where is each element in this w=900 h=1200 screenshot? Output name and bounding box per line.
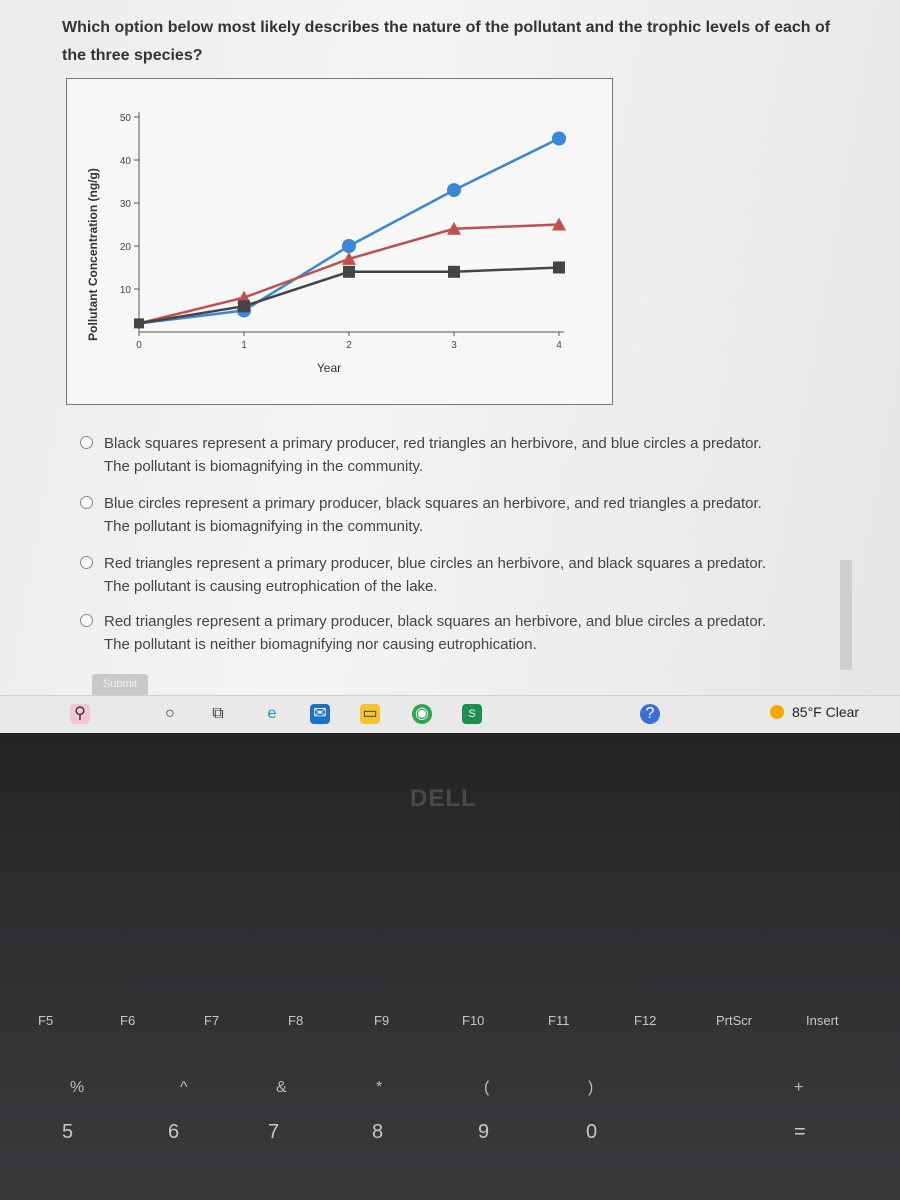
key-asterisk: *	[376, 1079, 383, 1096]
x-tick-label: 2	[346, 340, 352, 351]
sheets-icon[interactable]: S	[462, 704, 482, 724]
y-tick-label: 20	[119, 242, 131, 253]
key-prtscr: PrtScr	[716, 1013, 753, 1028]
key-percent: %	[70, 1079, 85, 1096]
y-tick-label: 40	[119, 156, 131, 167]
chrome-icon[interactable]: ◉	[412, 704, 432, 724]
edge-icon[interactable]: e	[267, 705, 277, 722]
taskbar	[0, 695, 900, 734]
key-5: 5	[62, 1121, 74, 1143]
task-view-icon[interactable]: ⧉	[212, 705, 224, 722]
key-f10: F10	[462, 1013, 485, 1028]
data-point-circle	[447, 183, 461, 197]
chart-svg	[67, 79, 612, 404]
scrollbar[interactable]	[840, 560, 852, 670]
x-tick-label: 1	[241, 340, 247, 351]
data-point-circle	[342, 239, 356, 253]
y-tick-label: 10	[119, 285, 131, 296]
radio-button[interactable]	[80, 496, 93, 509]
pollutant-chart	[66, 78, 613, 405]
option-text-line1: Red triangles represent a primary producer, black squares an herbivore, and blue circles a predator.	[104, 613, 767, 630]
key-f8: F8	[288, 1013, 304, 1028]
option-text-line1: Red triangles represent a primary producer, blue circles an herbivore, and black squares a predator.	[104, 555, 767, 572]
key-0: 0	[586, 1121, 598, 1143]
series-line-circle	[139, 139, 559, 324]
option-text-line1: Blue circles represent a primary producer, black squares an herbivore, and red triangles a predator.	[104, 495, 762, 512]
search-icon[interactable]: ○	[165, 705, 175, 722]
mail-icon[interactable]: ✉	[310, 704, 330, 724]
key-paren-open: (	[484, 1079, 490, 1096]
key-7: 7	[268, 1121, 280, 1143]
dell-logo: DELL	[410, 785, 477, 812]
data-point-circle	[552, 132, 566, 146]
key-insert: Insert	[806, 1013, 839, 1028]
radio-button[interactable]	[80, 614, 93, 627]
x-tick-label: 0	[136, 340, 142, 351]
key-ampersand: &	[276, 1079, 287, 1096]
weather-icon	[770, 705, 784, 719]
key-6: 6	[168, 1121, 180, 1143]
weather-widget[interactable]	[770, 704, 859, 720]
data-point-square	[553, 262, 565, 274]
key-plus: +	[794, 1079, 804, 1096]
data-point-square	[448, 266, 460, 278]
question-text: Which option below most likely describes the nature of the pollutant and the trophic levels of each of the three species?	[62, 19, 831, 64]
option-text-line2: The pollutant is biomagnifying in the community.	[104, 518, 424, 535]
bike-app-icon[interactable]: ⚲	[70, 704, 90, 724]
key-f9: F9	[374, 1013, 390, 1028]
y-tick-label: 50	[119, 113, 131, 124]
key-f11: F11	[548, 1013, 570, 1028]
option-text-line2: The pollutant is causing eutrophication of the lake.	[104, 578, 438, 595]
key-f5: F5	[38, 1013, 54, 1028]
radio-button[interactable]	[80, 436, 93, 449]
y-tick-label: 30	[119, 199, 131, 210]
y-axis-label: Pollutant Concentration (ng/g)	[86, 168, 100, 341]
x-tick-label: 4	[556, 340, 562, 351]
data-point-origin	[134, 318, 144, 328]
key-caret: ^	[180, 1079, 188, 1096]
option-text-line1: Black squares represent a primary producer, red triangles an herbivore, and blue circles a predator.	[104, 435, 762, 452]
help-icon[interactable]: ?	[640, 704, 660, 724]
data-point-square	[343, 266, 355, 278]
x-axis-label: Year	[316, 361, 342, 375]
data-point-square	[238, 300, 250, 312]
submit-button[interactable]: Submit	[92, 674, 148, 695]
key-paren-close: )	[588, 1079, 594, 1096]
key-9: 9	[478, 1121, 490, 1143]
key-equals: =	[794, 1121, 806, 1143]
key-f6: F6	[120, 1013, 136, 1028]
option-text-line2: The pollutant is neither biomagnifying nor causing eutrophication.	[104, 636, 537, 653]
laptop-body	[0, 733, 900, 1200]
radio-button[interactable]	[80, 556, 93, 569]
weather-text: 85°F Clear	[792, 704, 860, 720]
option-text-line2: The pollutant is biomagnifying in the community.	[104, 458, 424, 475]
key-f12: F12	[634, 1013, 657, 1028]
x-tick-label: 3	[451, 340, 457, 351]
file-explorer-icon[interactable]: ▭	[360, 704, 380, 724]
key-f7: F7	[204, 1013, 220, 1028]
key-8: 8	[372, 1121, 384, 1143]
